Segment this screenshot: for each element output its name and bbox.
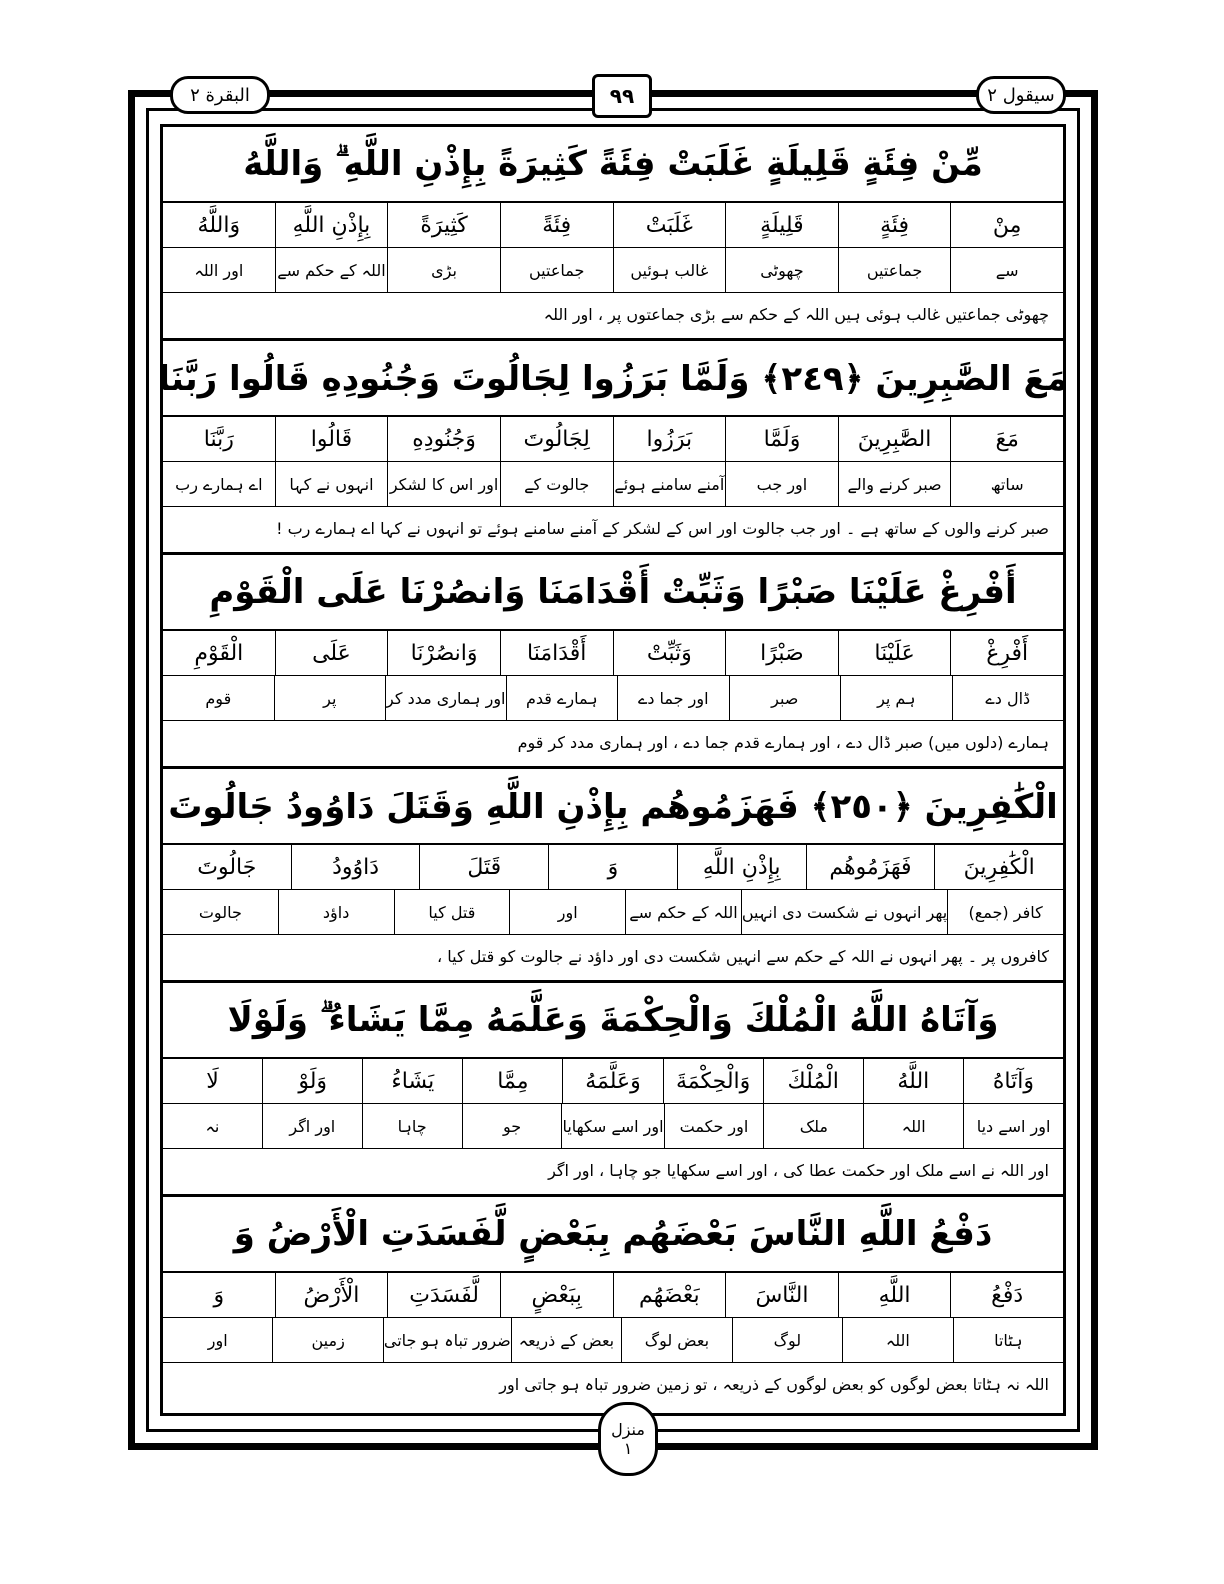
arabic-word-cell: دَاوُودُ <box>291 845 420 889</box>
verse-block <box>163 769 1063 983</box>
urdu-meaning-cell: ساتھ <box>950 462 1063 506</box>
urdu-meaning-cell: اور اللہ <box>194 260 244 280</box>
verse-block <box>163 555 1063 769</box>
urdu-meaning-cell: قوم <box>205 688 232 708</box>
arabic-word-cell: وَ <box>213 1282 225 1308</box>
urdu-translation-line: اللہ نہ ہٹاتا بعض لوگوں کو بعض لوگوں کے ذریعہ ، تو زمین ضرور تباہ ہو جاتی اور <box>499 1374 1049 1394</box>
arabic-word-cell: الصَّٰبِرِينَ <box>838 417 951 461</box>
arabic-word-cell: عَلَى <box>275 631 388 675</box>
arabic-word-cell: لِجَالُوتَ <box>500 417 613 461</box>
urdu-meaning-cell: چھوٹی <box>725 248 838 292</box>
urdu-meaning-cell: سے <box>950 248 1063 292</box>
urdu-meaning-cell: اللہ <box>842 1318 952 1362</box>
verse-block <box>163 1197 1063 1411</box>
urdu-meaning-cell: لوگ <box>732 1318 842 1362</box>
arabic-word-cell: قَلِيلَةٍ <box>725 203 838 247</box>
urdu-meaning-cell: چاہا <box>362 1104 462 1148</box>
arabic-word-cell: جَالُوتَ <box>197 854 257 880</box>
urdu-meaning-cell: اور اسے دیا <box>963 1104 1063 1148</box>
arabic-word-cell: صَبْرًا <box>725 631 838 675</box>
urdu-translation-line: چھوٹی جماعتیں غالب ہوئی ہیں اللہ کے حکم سے بڑی جماعتوں پر ، اور اللہ <box>543 304 1049 324</box>
arabic-word-cell: دَفْعُ <box>950 1273 1063 1317</box>
arabic-word-cell: أَفْرِغْ <box>950 631 1063 675</box>
meaning-row <box>163 248 1063 293</box>
arabic-word-cell: وَثَبِّتْ <box>613 631 726 675</box>
urdu-meaning-cell: جماعتیں <box>838 248 951 292</box>
urdu-meaning-cell: اور ہماری مدد کر <box>385 676 505 720</box>
urdu-meaning-cell: اور <box>509 890 625 934</box>
arabic-word-cell: بَرَزُوا <box>613 417 726 461</box>
arabic-word-cell: لَّفَسَدَتِ <box>387 1273 500 1317</box>
verse-block <box>163 127 1063 341</box>
urdu-meaning-cell: ہم پر <box>840 676 952 720</box>
meaning-row <box>163 676 1063 721</box>
urdu-meaning-cell: اور حکمت <box>664 1104 764 1148</box>
meaning-row <box>163 1104 1063 1149</box>
urdu-meaning-cell: اور اگر <box>262 1104 362 1148</box>
arabic-verse-line: أَفْرِغْ عَلَيْنَا صَبْرًا وَثَبِّتْ أَقْدَامَنَا وَانصُرْنَا عَلَى الْقَوْمِ <box>163 555 1063 631</box>
page-number: ٩٩ <box>609 84 635 108</box>
arabic-word-cell: بِبَعْضٍ <box>500 1273 613 1317</box>
arabic-word-cell: وَانصُرْنَا <box>387 631 500 675</box>
arabic-word-cell: بِإِذْنِ اللَّهِ <box>275 203 388 247</box>
meaning-row <box>163 1318 1063 1363</box>
verse-block <box>158 341 1068 555</box>
arabic-word-cell: وَاللَّهُ <box>197 212 241 238</box>
urdu-meaning-cell: اللہ کے حکم سے <box>275 248 388 292</box>
arabic-word-cell: النَّاسَ <box>725 1273 838 1317</box>
arabic-verse-line: وَآتَاهُ اللَّهُ الْمُلْكَ وَالْحِكْمَةَ وَعَلَّمَهُ مِمَّا يَشَاءُ ۗ وَلَوْلَا <box>163 983 1063 1059</box>
urdu-meaning-cell: جماعتیں <box>500 248 613 292</box>
surah-name: البقرة ٢ <box>190 84 250 106</box>
arabic-word-cell: وَ <box>548 845 677 889</box>
urdu-meaning-cell: اور اسے سکھایا <box>561 1104 663 1148</box>
urdu-meaning-cell: قتل کیا <box>394 890 510 934</box>
arabic-word-cell: فِئَةً <box>500 203 613 247</box>
arabic-word-cell: وَالْحِكْمَةَ <box>663 1059 763 1103</box>
word-row <box>163 631 1063 676</box>
arabic-word-cell: مَعَ <box>950 417 1063 461</box>
arabic-word-cell: اللَّهُ <box>863 1059 963 1103</box>
word-row <box>163 1273 1063 1318</box>
arabic-word-cell: وَآتَاهُ <box>963 1059 1063 1103</box>
surah-name-tab <box>170 76 270 114</box>
urdu-meaning-cell: پھر انہوں نے شکست دی انہیں <box>741 890 947 934</box>
urdu-meaning-cell: انہوں نے کہا <box>275 462 388 506</box>
urdu-meaning-cell: اور جما دے <box>617 676 729 720</box>
arabic-word-cell: غَلَبَتْ <box>613 203 726 247</box>
urdu-meaning-cell: آمنے سامنے ہوئے <box>613 462 726 506</box>
urdu-meaning-cell: جالوت <box>198 902 242 922</box>
urdu-meaning-cell: ہٹاتا <box>953 1318 1063 1362</box>
urdu-meaning-cell: اور <box>207 1330 228 1350</box>
urdu-meaning-cell: پر <box>274 676 386 720</box>
arabic-word-cell: أَقْدَامَنَا <box>500 631 613 675</box>
verse-block <box>163 983 1063 1197</box>
arabic-word-cell: قَالُوا <box>275 417 388 461</box>
urdu-meaning-cell: ملک <box>763 1104 863 1148</box>
urdu-translation-line: کافروں پر ۔ پھر انہوں نے اللہ کے حکم سے انہیں شکست دی اور داؤد نے جالوت کو قتل کیا ، <box>437 946 1049 966</box>
arabic-word-cell: يَشَاءُ <box>362 1059 462 1103</box>
manzil-number: ١ <box>623 1439 633 1458</box>
urdu-meaning-cell: اللہ <box>863 1104 963 1148</box>
arabic-word-cell: وَلَمَّا <box>725 417 838 461</box>
urdu-meaning-cell: اور اس کا لشکر <box>387 462 500 506</box>
meaning-row <box>163 462 1063 507</box>
urdu-meaning-cell: داؤد <box>278 890 394 934</box>
urdu-meaning-cell: صبر کرنے والے <box>838 462 951 506</box>
arabic-word-cell: فَهَزَمُوهُم <box>806 845 935 889</box>
urdu-translation-line: صبر کرنے والوں کے ساتھ ہے ۔ اور جب جالوت اور اس کے لشکر کے آمنے سامنے ہوئے تو انہوں نے کہا اے ہمارے رب ! <box>276 518 1049 538</box>
urdu-translation-line: ہمارے (دلوں میں) صبر ڈال دے ، اور ہمارے قدم جما دے ، اور ہماری مدد کر قوم <box>517 732 1049 752</box>
urdu-meaning-cell: جو <box>462 1104 562 1148</box>
arabic-word-cell: وَجُنُودِهِ <box>387 417 500 461</box>
page-number-tab <box>592 74 652 118</box>
manzil-label: منزل <box>611 1420 645 1439</box>
juz-name: سیقول ٢ <box>987 84 1055 106</box>
page-content <box>160 124 1066 1416</box>
word-row <box>163 417 1063 462</box>
arabic-word-cell: الْكَٰفِرِينَ <box>934 845 1063 889</box>
arabic-word-cell: الْقَوْمِ <box>194 640 244 666</box>
arabic-word-cell: رَبَّنَا <box>203 426 234 452</box>
urdu-meaning-cell: اللہ کے حکم سے <box>625 890 741 934</box>
word-row <box>163 203 1063 248</box>
arabic-word-cell: بِإِذْنِ اللَّهِ <box>677 845 806 889</box>
arabic-verse-line: مَعَ الصَّٰبِرِينَ ﴿٢٤٩﴾ وَلَمَّا بَرَزُوا لِجَالُوتَ وَجُنُودِهِ قَالُوا رَبَّنَا <box>163 341 1063 417</box>
urdu-meaning-cell: اور جب <box>725 462 838 506</box>
urdu-meaning-cell: ضرور تباہ ہو جاتی <box>383 1318 511 1362</box>
urdu-meaning-cell: کافر (جمع) <box>947 890 1063 934</box>
arabic-verse-line: مِّنْ فِئَةٍ قَلِيلَةٍ غَلَبَتْ فِئَةً كَثِيرَةً بِإِذْنِ اللَّهِ ۗ وَاللَّهُ <box>163 127 1063 203</box>
arabic-word-cell: الْأَرْضُ <box>275 1273 388 1317</box>
urdu-meaning-cell: بعض کے ذریعہ <box>511 1318 621 1362</box>
arabic-word-cell: مِنْ <box>950 203 1063 247</box>
arabic-verse-line: دَفْعُ اللَّهِ النَّاسَ بَعْضَهُم بِبَعْضٍ لَّفَسَدَتِ الْأَرْضُ وَ <box>163 1197 1063 1273</box>
arabic-word-cell: عَلَيْنَا <box>838 631 951 675</box>
urdu-translation-line: اور اللہ نے اسے ملک اور حکمت عطا کی ، اور اسے سکھایا جو چاہا ، اور اگر <box>548 1160 1049 1180</box>
arabic-word-cell: فِئَةٍ <box>838 203 951 247</box>
urdu-meaning-cell: بعض لوگ <box>621 1318 731 1362</box>
juz-name-tab <box>976 76 1066 114</box>
arabic-word-cell: وَلَوْ <box>262 1059 362 1103</box>
arabic-word-cell: اللَّهِ <box>838 1273 951 1317</box>
urdu-meaning-cell: نہ <box>205 1116 220 1136</box>
arabic-word-cell: قَتَلَ <box>419 845 548 889</box>
arabic-word-cell: بَعْضَهُم <box>613 1273 726 1317</box>
arabic-verse-line: الْكَٰفِرِينَ ﴿٢٥٠﴾ فَهَزَمُوهُم بِإِذْنِ اللَّهِ وَقَتَلَ دَاوُودُ جَالُوتَ <box>163 769 1063 845</box>
manzil-badge <box>598 1402 658 1476</box>
arabic-word-cell: وَعَلَّمَهُ <box>562 1059 662 1103</box>
arabic-word-cell: مِمَّا <box>462 1059 562 1103</box>
arabic-word-cell: الْمُلْكَ <box>763 1059 863 1103</box>
urdu-meaning-cell: بڑی <box>387 248 500 292</box>
urdu-meaning-cell: ہمارے قدم <box>506 676 618 720</box>
arabic-word-cell: كَثِيرَةً <box>387 203 500 247</box>
urdu-meaning-cell: ڈال دے <box>952 676 1064 720</box>
word-row <box>163 1059 1063 1104</box>
word-row <box>163 845 1063 890</box>
urdu-meaning-cell: جالوت کے <box>500 462 613 506</box>
urdu-meaning-cell: غالب ہوئیں <box>613 248 726 292</box>
meaning-row <box>163 890 1063 935</box>
urdu-meaning-cell: اے ہمارے رب <box>175 474 263 494</box>
urdu-meaning-cell: زمین <box>272 1318 382 1362</box>
arabic-word-cell: لَا <box>206 1068 219 1094</box>
urdu-meaning-cell: صبر <box>729 676 841 720</box>
